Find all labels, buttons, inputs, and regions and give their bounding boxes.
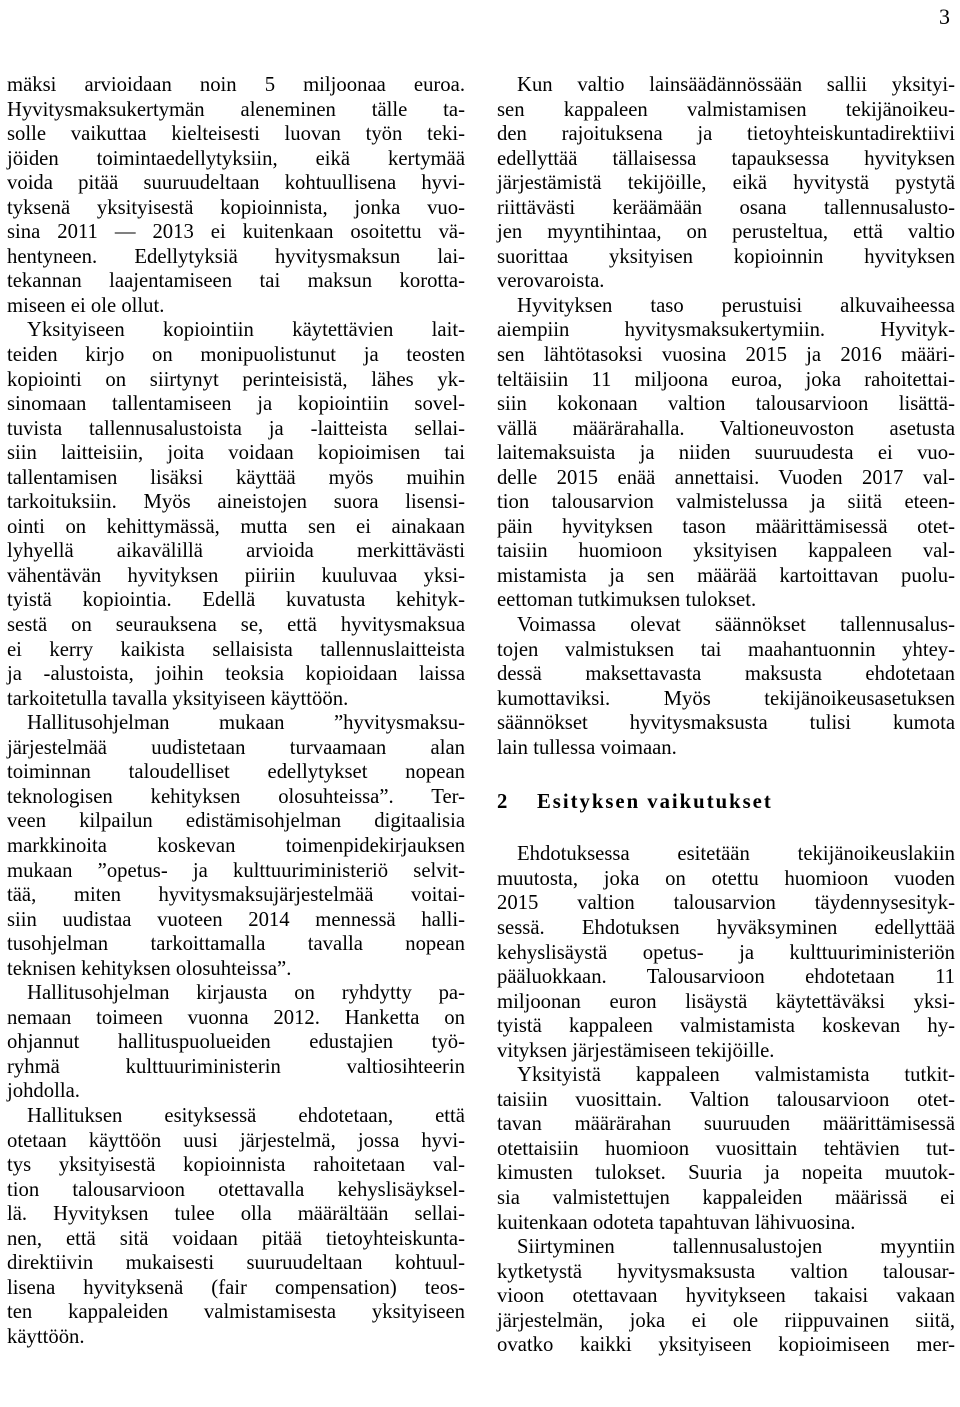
text-line: otettaisiin huomioon vuosittain tehtävien tut-: [497, 1137, 955, 1160]
text-line: siin uudistaa vuoteen 2014 mennessä halli-: [7, 908, 465, 931]
text-line: siin laitteisiin, joita voidaan kopioimisen tai: [7, 442, 465, 465]
text-line: sen lähtötasoksi vuosina 2015 ja 2016 määri-: [497, 344, 955, 367]
text-line: tion talousarvion valmistelussa ja siitä eteen-: [497, 491, 955, 514]
text-line: Yksityiseen kopiointiin käytettävien lait-: [27, 319, 465, 342]
text-line: tyistä kappaleen valmistamista koskevan hy-: [497, 1015, 955, 1038]
text-line: pääluokkaan. Talousarvioon ehdotetaan 11: [497, 966, 955, 989]
text-line: eettoman tutkimuksen tulokset.: [497, 589, 757, 612]
text-line: mistamista ja sen määrää kartoittavan puolu-: [497, 564, 955, 587]
text-line: Kun valtio lainsäädännössään sallii yksityi-: [517, 74, 955, 96]
text-line: markkinoita koskevan toimenpidekirjauksen: [7, 834, 465, 857]
text-line: tää, miten hyvitysmaksujärjestelmää voitai-: [7, 884, 465, 907]
text-line: tusohjelman tarkoittamalla tavalla nopean: [7, 933, 465, 956]
text-line: sina 2011 — 2013 ei kuitenkaan osoitettu vä-: [7, 221, 465, 244]
text-line: lä. Hyvityksen tulee olla määrältään sellai-: [7, 1203, 465, 1226]
text-line: muutosta, joka on otettu huomioon vuoden: [497, 867, 955, 890]
text-line: jen myyntihintaa, on perusteltua, että valtio: [497, 221, 955, 244]
text-line: järjestelmää uudistetaan turvaamaan alan: [7, 736, 465, 759]
text-line: tys yksityisestä kopioinnista rahoitetaan val-: [7, 1154, 465, 1177]
text-line: lisena hyvityksenä (fair compensation) teos-: [7, 1276, 465, 1299]
text-line: Ehdotuksessa esitetään tekijänoikeuslakiin: [517, 843, 955, 866]
right-column-paragraphs: [497, 73, 955, 760]
text-line: sia valmistettujen kappaleiden määrissä ei: [497, 1186, 955, 1209]
text-line: jöiden toimintaedellytyksiin, eikä kertymää: [7, 147, 465, 170]
text-line: mukaan ”opetus- ja kulttuuriministeriö selvit-: [7, 859, 465, 882]
text-line: kehyslisäystä opetus- ja kulttuuriministeriön: [497, 941, 955, 964]
text-line: laitemaksuista ja niiden suuruudesta ei vuo-: [497, 442, 955, 465]
section-title: Esityksen vaikutukset: [537, 791, 773, 814]
text-line: miseen ei ole ollut.: [7, 294, 165, 317]
text-line: taisiin huomioon yksityisen kappaleen val-: [497, 540, 955, 563]
text-line: ohjannut hallituspuolueiden edustajien työ-: [7, 1031, 465, 1054]
text-line: teiden kirjo on monipuolistunut ja teosten: [7, 344, 465, 367]
text-line: Siirtyminen tallennusalustojen myyntiin: [517, 1236, 955, 1259]
text-line: sessä. Ehdotuksen hyväksyminen edellyttää: [497, 916, 955, 939]
text-line: verovaroista.: [497, 270, 605, 293]
text-line: vioon otettavaan hyvitykseen takaisi vakaan: [497, 1285, 955, 1308]
text-line: suorittaa yksityisen kopioinnin hyvityksen: [497, 245, 955, 268]
text-line: kimusten tulokset. Suuria ja nopeita muutok-: [497, 1162, 955, 1185]
section-number: 2: [497, 791, 508, 814]
text-line: Hallitusohjelman mukaan ”hyvitysmaksu-: [27, 712, 465, 735]
text-line: den rajoituksena ja tietoyhteiskuntadirektiivi: [497, 123, 955, 146]
text-line: ten kappaleiden valmistamisesta yksityiseen: [7, 1301, 465, 1324]
text-line: kopiointi on siirtynyt perinteisistä, lähes yk-: [7, 368, 465, 391]
text-line: lain tullessa voimaan.: [497, 736, 677, 759]
text-line: edellyttää tällaisessa tapauksessa hyvityksen: [497, 147, 955, 170]
text-line: tojen valmistuksen tai maahantuonnin yhtey-: [497, 638, 955, 661]
text-line: tallentamisen lisäksi käyttää myös muihin: [7, 466, 465, 489]
left-column: [7, 73, 465, 1349]
text-line: Hallituksen esityksessä ehdotetaan, että: [27, 1104, 465, 1127]
text-line: lyhyellä aikavälillä arvioida merkittävästi: [7, 540, 465, 563]
text-line: Yksityistä kappaleen valmistamista tutkit-: [517, 1064, 955, 1087]
text-line: teknisen kehityksen olosuhteissa”.: [7, 957, 292, 980]
text-line: dessä maksettavasta maksusta ehdotetaan: [497, 663, 955, 686]
text-line: sestä on seurauksena se, että hyvitysmaksua: [7, 614, 465, 637]
text-line: ja -alustoista, joihin teoksia kopioidaan laissa: [7, 663, 465, 686]
text-line: hentyneen. Edellytyksiä hyvitysmaksun lai-: [7, 245, 465, 268]
text-line: voida pitää suuruudeltaan kohtuullisena hyvi-: [7, 172, 465, 195]
text-line: teltäisiin 11 miljoona euroa, joka rahoitettai-: [497, 368, 955, 391]
text-line: tyksenä yksityisestä kopioinnista, jonka vuo-: [7, 196, 465, 219]
page-number: 3: [939, 4, 950, 29]
text-line: Hallitusohjelman kirjausta on ryhdytty pa-: [27, 982, 465, 1005]
text-line: johdolla.: [7, 1080, 80, 1103]
text-line: tekannan laajentamiseen tai maksun korotta-: [7, 270, 465, 293]
section-heading: [497, 788, 955, 816]
text-line: tuvista tallennusalustoista ja -laitteista sellai-: [7, 417, 465, 440]
text-line: nen, että sitä voidaan pitää tietoyhteiskunta-: [7, 1227, 465, 1250]
text-line: taisiin vuosittain. Valtion talousarvioon otet-: [497, 1088, 955, 1111]
text-line: miljoonan euron lisäystä käytettäväksi yksi-: [497, 990, 955, 1013]
text-line: ointi on kehittymässä, mutta sen ei ainakaan: [7, 515, 465, 538]
text-line: nemaan toimeen vuonna 2012. Hanketta on: [7, 1006, 465, 1029]
right-column: [497, 73, 955, 1358]
text-line: sen kappaleen valmistamisen tekijänoikeu-: [497, 98, 955, 121]
text-line: kytketystä hyvitysmaksusta valtion talousar-: [497, 1260, 955, 1283]
text-line: 2015 valtion talousarvion täydennysesityk-: [497, 892, 955, 915]
text-line: riittävästi keräämään osana tallennusalusto-: [497, 196, 955, 219]
text-line: vityksen järjestämiseen tekijöille.: [497, 1039, 775, 1062]
text-line: aiempiin hyvitysmaksukertymiin. Hyvityk-: [497, 319, 955, 342]
text-line: solle vaikuttaa kielteisesti luovan työn teki-: [7, 123, 465, 146]
text-line: Voimassa olevat säännökset tallennusalus-: [517, 614, 955, 637]
text-line: vähentävän hyvityksen piiriin kuuluvaa yksi-: [7, 564, 465, 587]
text-line: teknologisen kehityksen olosuhteissa”. Ter-: [7, 785, 465, 808]
section-body: [497, 842, 955, 1357]
text-line: päin hyvityksen tason määrittämisessä otet-: [497, 515, 955, 538]
text-line: säännökset hyvitysmaksusta tulisi kumota: [497, 712, 955, 735]
text-line: Hyvitysmaksukertymän aleneminen tälle ta-: [7, 98, 465, 121]
text-line: direktiivin mukaisesti suuruudeltaan kohtuul-: [7, 1252, 465, 1275]
section-spacer-top: [497, 760, 955, 788]
text-line: tarkoitetulla tavalla yksityiseen käyttöön.: [7, 687, 349, 710]
text-line: tarkoituksiin. Myös aineistojen suora lisensi-: [7, 491, 465, 514]
text-line: sinomaan tallentamiseen ja kopiointiin sovel-: [7, 393, 465, 416]
text-line: delle 2015 enää annettaisi. Vuoden 2017 val-: [497, 466, 955, 489]
text-line: Hyvityksen taso perustuisi alkuvaiheessa: [517, 294, 955, 317]
text-line: kuitenkaan odoteta tapahtuvan lähivuosina.: [497, 1211, 856, 1234]
text-line: mäksi arvioidaan noin 5 miljoonaa euroa.: [7, 74, 465, 96]
text-line: veen kilpailun edistämisohjelman digitaalisia: [7, 810, 465, 833]
text-line: vällä määrärahalla. Valtioneuvoston asetusta: [497, 417, 955, 440]
text-line: järjestämistä tekijöille, eikä hyvitystä pystytä: [497, 172, 955, 195]
text-line: tyistä kopiointia. Edellä kuvatusta kehityk-: [7, 589, 465, 612]
section-spacer-bottom: [497, 816, 955, 842]
text-line: toiminnan taloudelliset edellytykset nopean: [7, 761, 465, 784]
text-line: siin kokonaan valtion talousarvioon lisättä-: [497, 393, 955, 416]
text-line: tion talousarvioon otettavalla kehyslisäyksel-: [7, 1178, 465, 1201]
text-line: ryhmä kulttuuriministerin valtiosihteerin: [7, 1055, 465, 1078]
text-line: otetaan käyttöön uusi järjestelmä, jossa hyvi-: [7, 1129, 465, 1152]
text-line: käyttöön.: [7, 1325, 85, 1348]
text-line: järjestelmän, joka ei ole riippuvainen siitä,: [497, 1309, 955, 1332]
text-line: kumottaviksi. Myös tekijänoikeusasetuksen: [497, 687, 955, 710]
text-line: tavan määrärahan suuruuden määrittämisessä: [497, 1113, 955, 1136]
text-line: ei kerry kaikista sellaisista tallennuslaitteista: [7, 638, 465, 661]
text-line: ovatko kaikki yksityiseen kopioimiseen mer-: [497, 1334, 955, 1357]
